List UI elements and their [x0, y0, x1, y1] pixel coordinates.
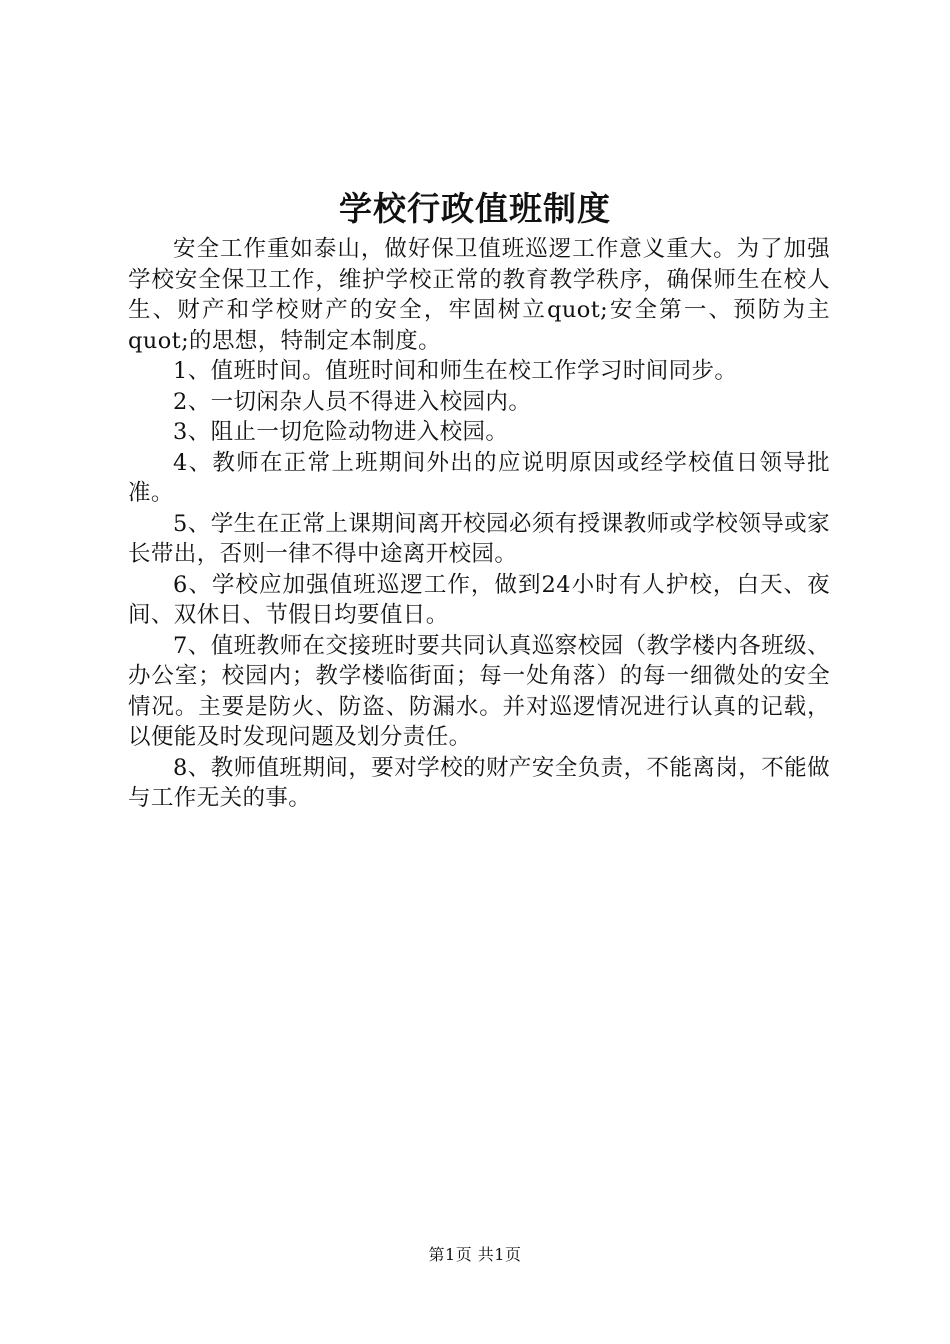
- paragraph-item-2: 2、一切闲杂人员不得进入校园内。: [173, 388, 532, 415]
- document-title: 学校行政值班制度: [339, 189, 611, 228]
- paragraph-item-4: 4、教师在正常上班期间外出的应说明原因或经学校值日领导批准。: [128, 449, 830, 506]
- paragraph-intro: 安全工作重如泰山，做好保卫值班巡逻工作意义重大。为了加强学校安全保卫工作，维护学校正常的教育教学秩序，确保师生在校人生、财产和学校财产的安全，牢固树立quot;安全第一、预防为主quot;的思想，特制定本制度。: [128, 236, 830, 354]
- paragraph-item-8: 8、教师值班期间，要对学校的财产安全负责，不能离岗，不能做与工作无关的事。: [128, 754, 830, 811]
- page-footer: 第1页 共1页: [428, 1245, 522, 1264]
- paragraph-item-1: 1、值班时间。值班时间和师生在校工作学习时间同步。: [173, 358, 738, 384]
- document-body: [128, 234, 830, 814]
- paragraph-item-6: 6、学校应加强值班巡逻工作，做到24小时有人护校，白天、夜间、双休日、节假日均要值日。: [128, 571, 830, 628]
- paragraph-item-3: 3、阻止一切危险动物进入校园。: [173, 419, 509, 445]
- paragraph-item-7: 7、值班教师在交接班时要共同认真巡察校园（教学楼内各班级、办公室；校园内；教学楼临街面；每一处角落）的每一细微处的安全情况。主要是防火、防盗、防漏水。并对巡逻情况进行认真的记载，以便能及时发现问题及划分责任。: [128, 632, 830, 750]
- paragraph-item-5: 5、学生在正常上课期间离开校园必须有授课教师或学校领导或家长带出，否则一律不得中途离开校园。: [128, 510, 830, 567]
